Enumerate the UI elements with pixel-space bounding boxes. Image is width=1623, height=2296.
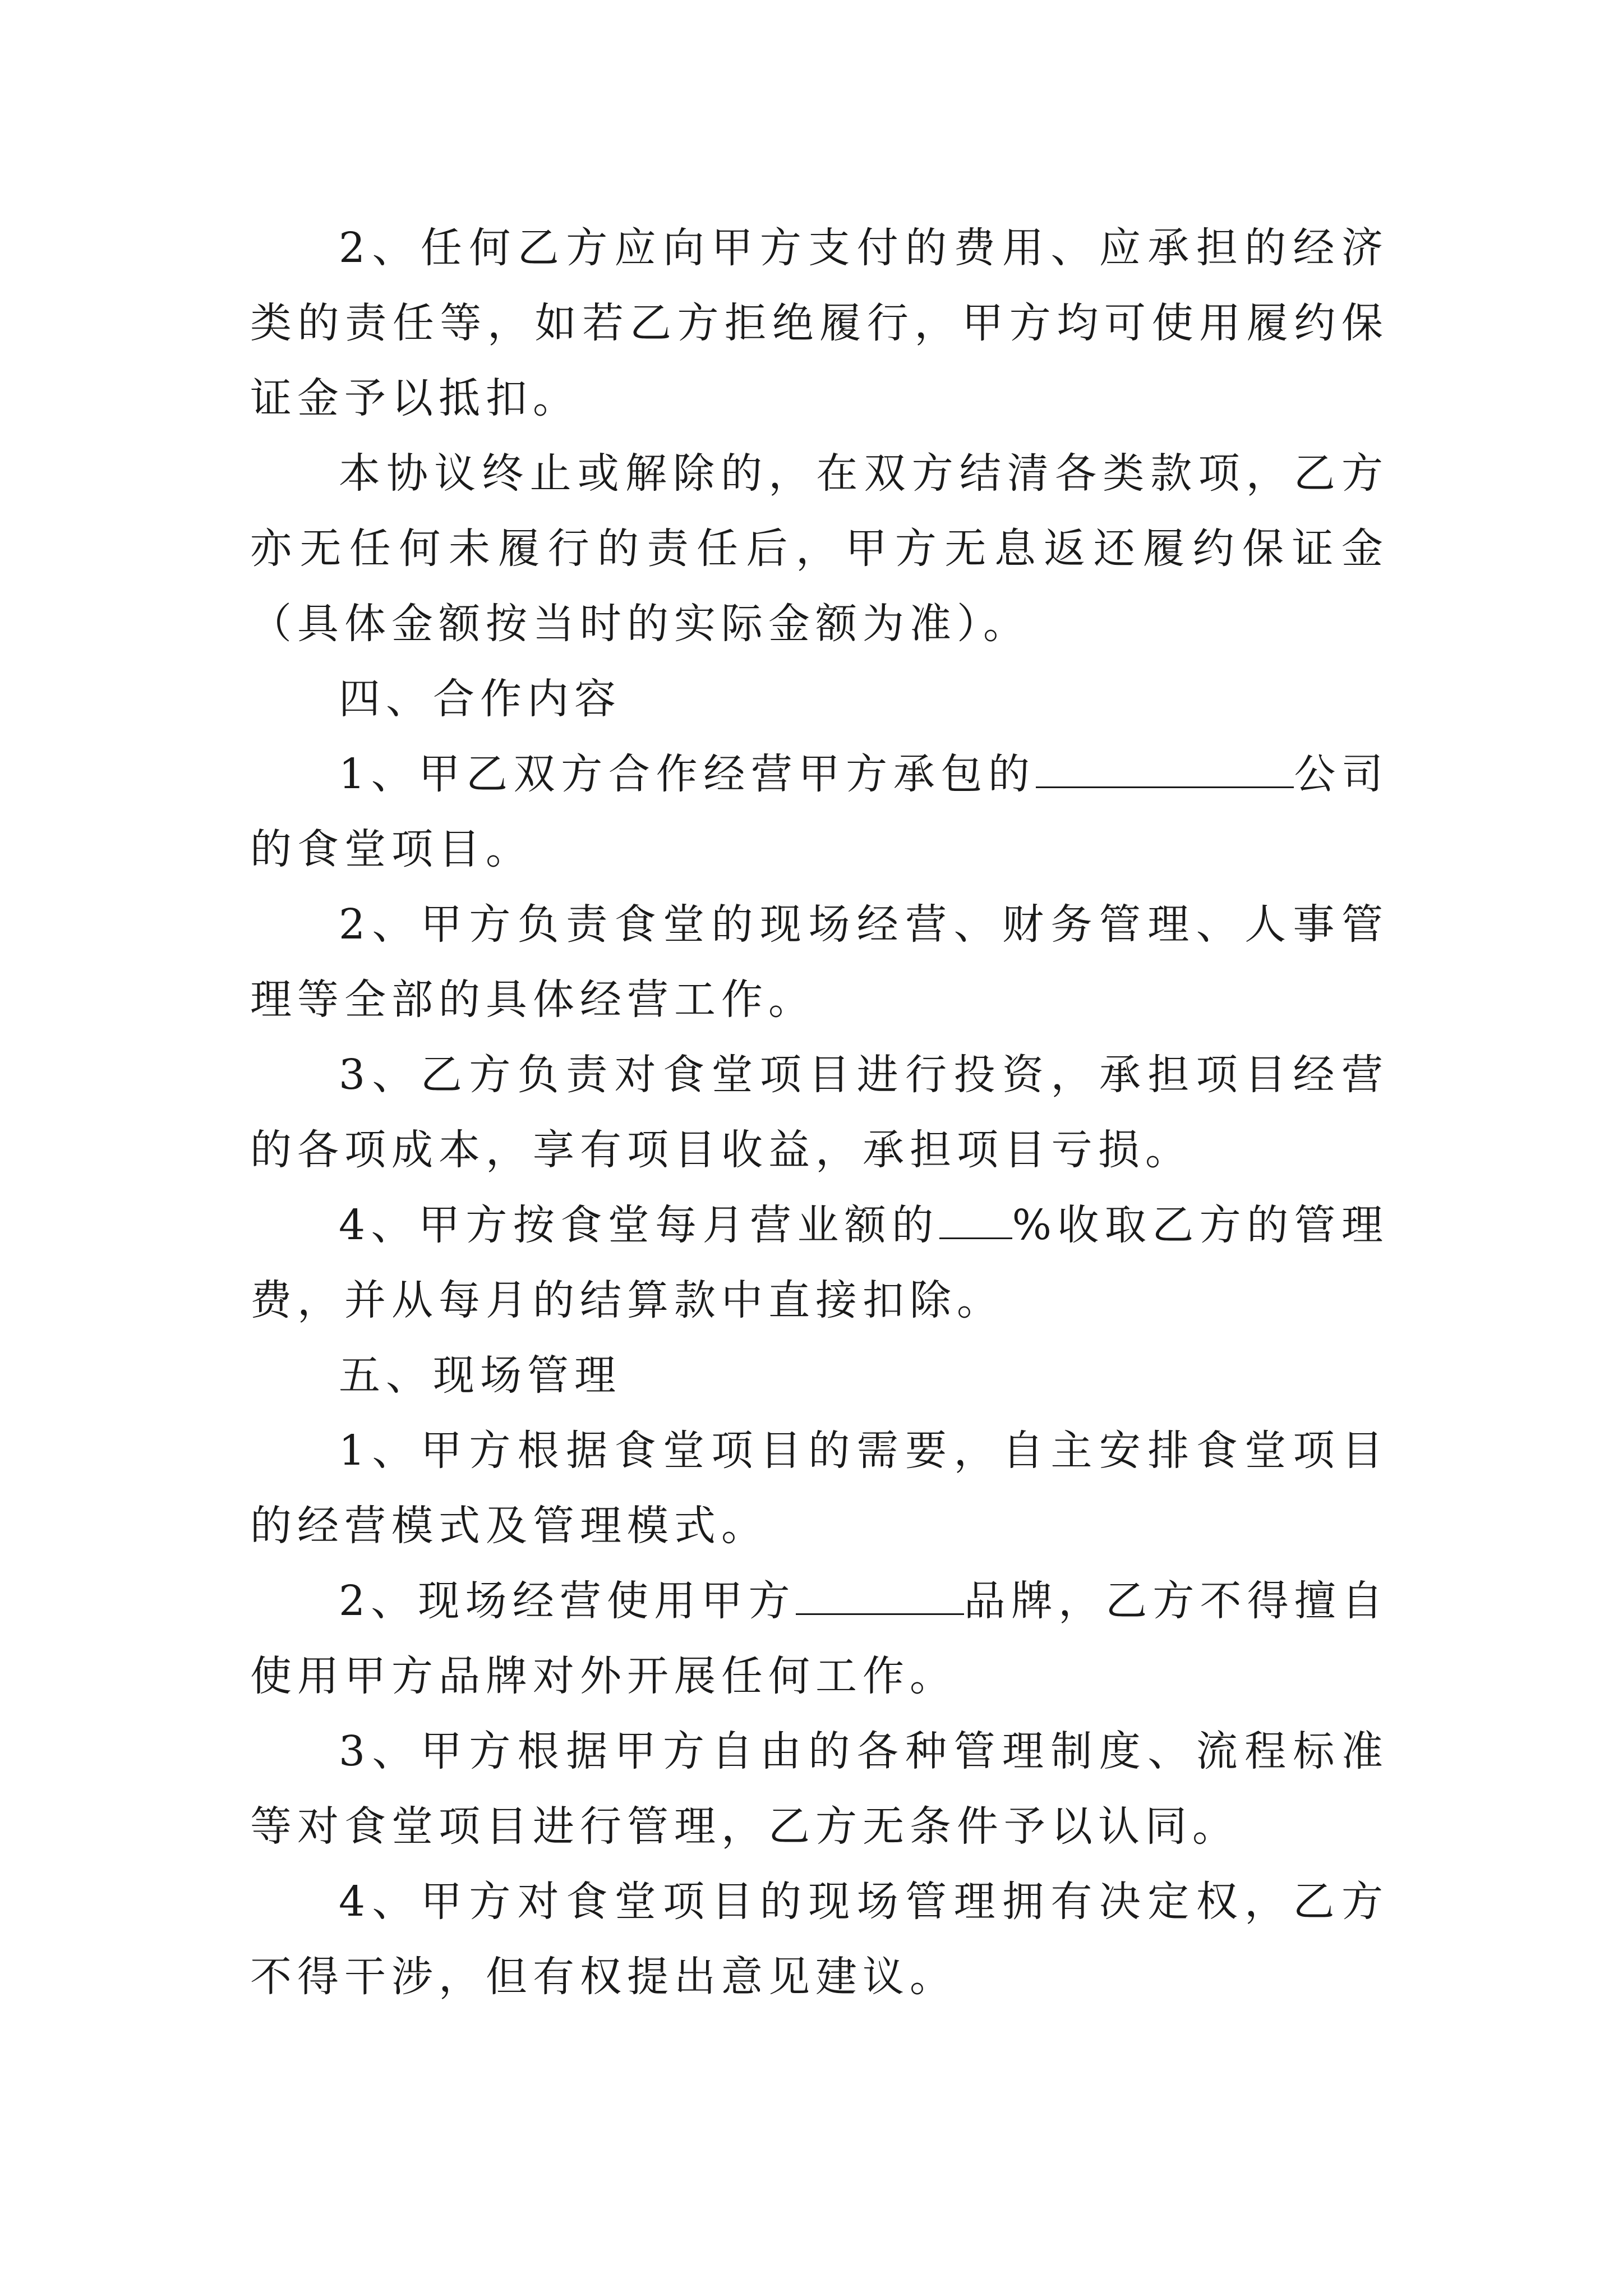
section-heading-cooperation: 四、合作内容 <box>339 675 621 723</box>
paragraph-management-rules: 3、甲方根据甲方自由的各种管理制度、流程标准等对食堂项目进行管理，乙方无条件予以认同。 <box>250 1727 1389 1851</box>
text-segment: 公司的食堂项目。 <box>250 750 1389 873</box>
blank-brand-name <box>796 1576 964 1615</box>
paragraph-decision-authority: 4、甲方对食堂项目的现场管理拥有决定权，乙方不得干涉，但有权提出意见建议。 <box>250 1878 1389 2001</box>
paragraph-party-b-duties: 3、乙方负责对食堂项目进行投资，承担项目经营的各项成本，享有项目收益，承担项目亏损。 <box>250 1051 1389 1174</box>
text-segment: 2、现场经营使用甲方 <box>339 1577 796 1625</box>
text-segment: 4、甲方按食堂每月营业额的 <box>339 1201 939 1249</box>
paragraph-operating-mode: 1、甲方根据食堂项目的需要，自主安排食堂项目的经营模式及管理模式。 <box>250 1427 1389 1550</box>
paragraph-party-a-duties: 2、甲方负责食堂的现场经营、财务管理、人事管理等全部的具体经营工作。 <box>250 900 1389 1024</box>
text-segment: %收取乙方的管理费，并从每月的结算款中直接扣除。 <box>250 1201 1389 1324</box>
blank-fee-percentage <box>939 1200 1012 1239</box>
paragraph-deposit-refund: 本协议终止或解除的，在双方结清各类款项，乙方亦无任何未履行的责任后，甲方无息返还履约保证金（具体金额按当时的实际金额为准）。 <box>250 449 1389 648</box>
paragraph-deposit-deduction: 2、任何乙方应向甲方支付的费用、应承担的经济类的责任等，如若乙方拒绝履行，甲方均可使用履约保证金予以抵扣。 <box>250 224 1389 422</box>
paragraph-management-fee <box>250 1188 1389 1338</box>
text-segment: 品牌，乙方不得擅自使用甲方品牌对外开展任何工作。 <box>250 1577 1389 1700</box>
paragraph-brand-usage <box>250 1563 1389 1714</box>
blank-company-name <box>1036 749 1294 788</box>
section-heading-site-management: 五、现场管理 <box>339 1351 621 1400</box>
text-segment: 1、甲乙双方合作经营甲方承包的 <box>339 750 1036 798</box>
paragraph-cooperation-scope <box>250 737 1389 887</box>
document-body <box>250 210 1389 2014</box>
